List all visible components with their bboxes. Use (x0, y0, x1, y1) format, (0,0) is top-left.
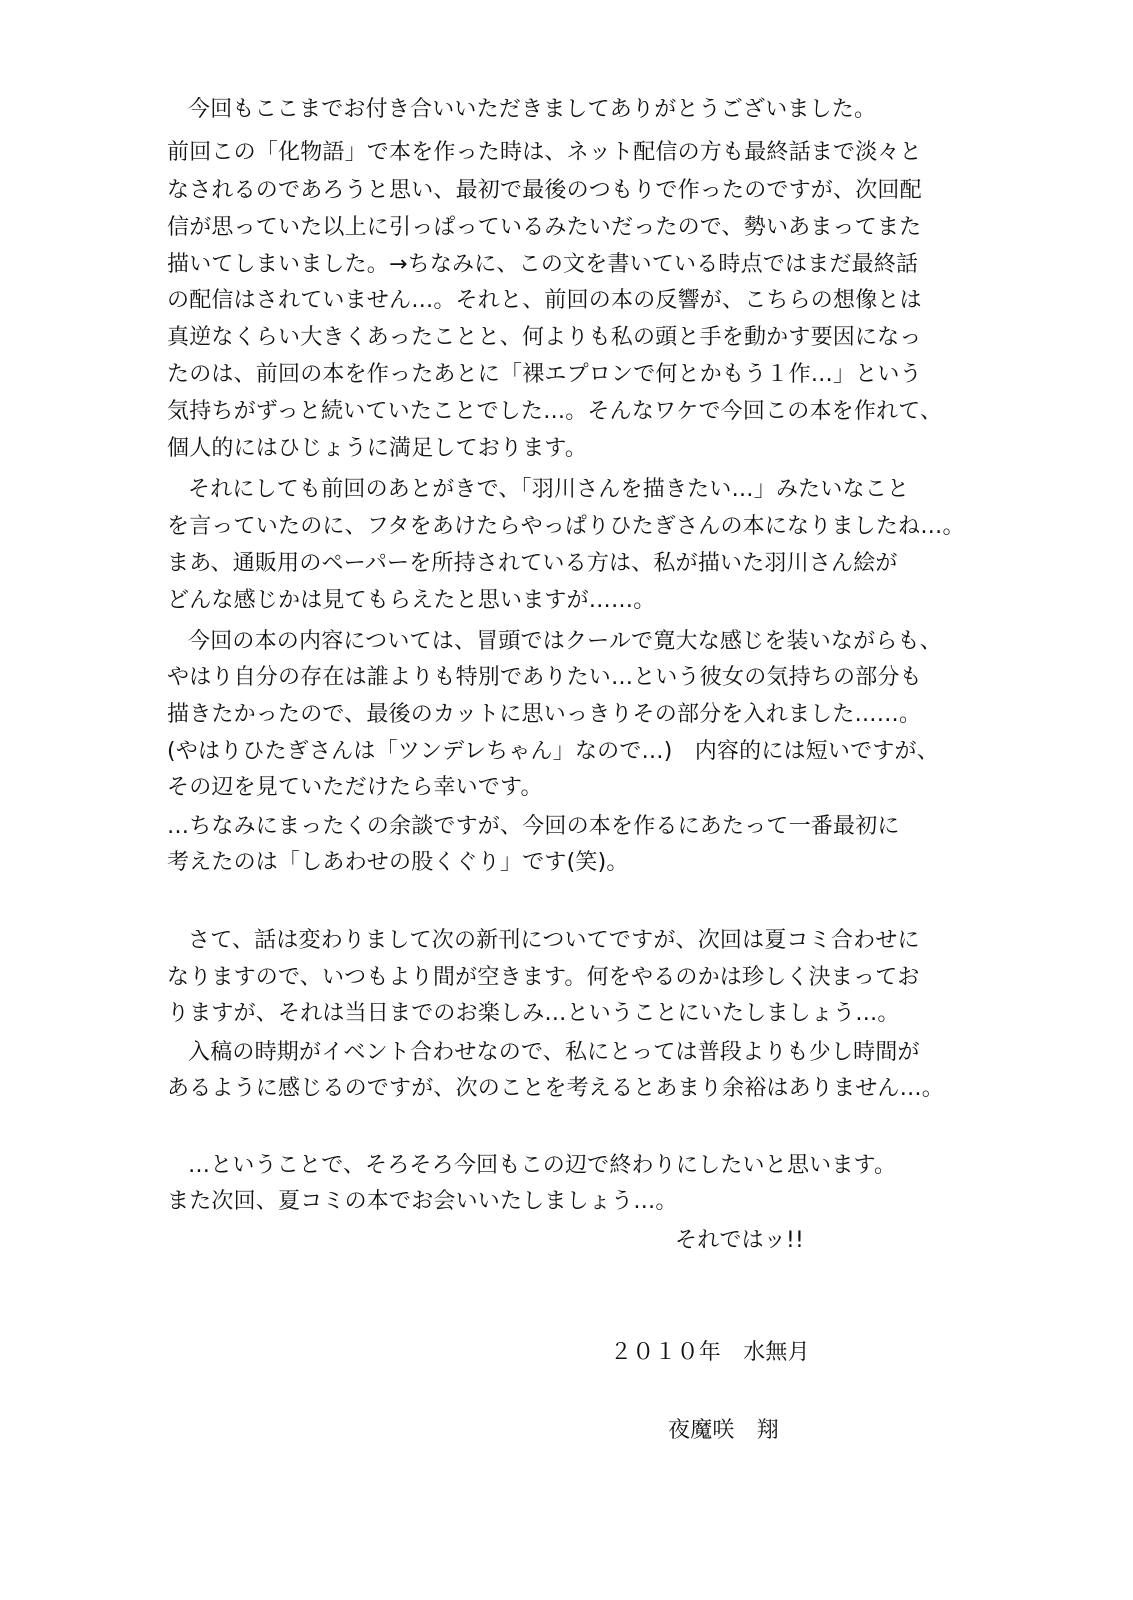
text-line: 考えたのは「しあわせの股くぐり」です(笑)。 (167, 850, 629, 875)
text-line: それにしても前回のあとがきで、「羽川さんを描きたい…」みたいなこと (188, 477, 910, 502)
text-line: 個人的にはひじょうに満足しております。 (167, 436, 588, 461)
text-line: 気持ちがずっと続いていたことでした…。そんなワケで今回この本を作れて、 (167, 399, 943, 424)
text-line: さて、話は変わりまして次の新刊についてですが、次回は夏コミ合わせに (188, 928, 920, 953)
author-signature: 夜魔咲 翔 (668, 1418, 780, 1443)
text-line: 描きたかったので、最後のカットに思いっきりその部分を入れました……。 (167, 702, 922, 727)
date-line: ２０１０年 水無月 (610, 1340, 810, 1365)
text-line: なされるのであろうと思い、最初で最後のつもりで作ったのですが、次回配 (167, 178, 922, 203)
text-line: なりますので、いつもより間が空きます。何をやるのかは珍しく決まってお (167, 965, 920, 990)
text-line: の配信はされていません…。それと、前回の本の反響が、こちらの想像とは (167, 288, 922, 313)
text-line: 入稿の時期がイベント合わせなので、私にとっては普段よりも少し時間が (188, 1040, 920, 1065)
text-line: …ちなみにまったくの余談ですが、今回の本を作るにあたって一番最初に (167, 814, 900, 839)
text-line: あるように感じるのですが、次のことを考えるとあまり余裕はありません…。 (167, 1076, 945, 1101)
text-line: 真逆なくらい大きくあったことと、何よりも私の頭と手を動かす要因になっ (167, 325, 922, 350)
closing-line: それではッ!! (675, 1228, 805, 1253)
text-line: やはり自分の存在は誰よりも特別でありたい…という彼女の気持ちの部分も (167, 665, 922, 690)
text-line: 今回もここまでお付き合いいただきましてありがとうございました。 (188, 97, 877, 122)
text-line: たのは、前回の本を作ったあとに「裸エプロンで何とかもう１作…」という (167, 362, 922, 387)
text-line: 前回この「化物語」で本を作った時は、ネット配信の方も最終話まで淡々と (167, 140, 922, 165)
text-line: 今回の本の内容については、冒頭ではクールで寛大な感じを装いながらも、 (188, 629, 942, 654)
text-line: どんな感じかは見てもらえたと思いますが……。 (167, 588, 656, 613)
text-line: 信が思っていた以上に引っぱっているみたいだったので、勢いあまってまた (167, 215, 922, 240)
text-line: (やはりひたぎさんは「ツンデレちゃん」なので…) 内容的には短いですが、 (167, 739, 939, 764)
text-line: …ということで、そろそろ今回もこの辺で終わりにしたいと思います。 (188, 1153, 897, 1178)
text-line: また次回、夏コミの本でお会いいたしましょう…。 (167, 1189, 678, 1214)
text-line: その辺を見ていただけたら幸いです。 (167, 775, 543, 800)
text-line: を言っていたのに、フタをあけたらやっぱりひたぎさんの本になりましたね…。 (167, 514, 965, 539)
text-line: まあ、通販用のペーパーを所持されている方は、私が描いた羽川さん絵が (167, 551, 898, 576)
text-line: りますが、それは当日までのお楽しみ…ということにいたしましょう…。 (167, 1001, 900, 1026)
text-line: 描いてしまいました。→ちなみに、この文を書いている時点ではまだ最終話 (167, 252, 919, 277)
